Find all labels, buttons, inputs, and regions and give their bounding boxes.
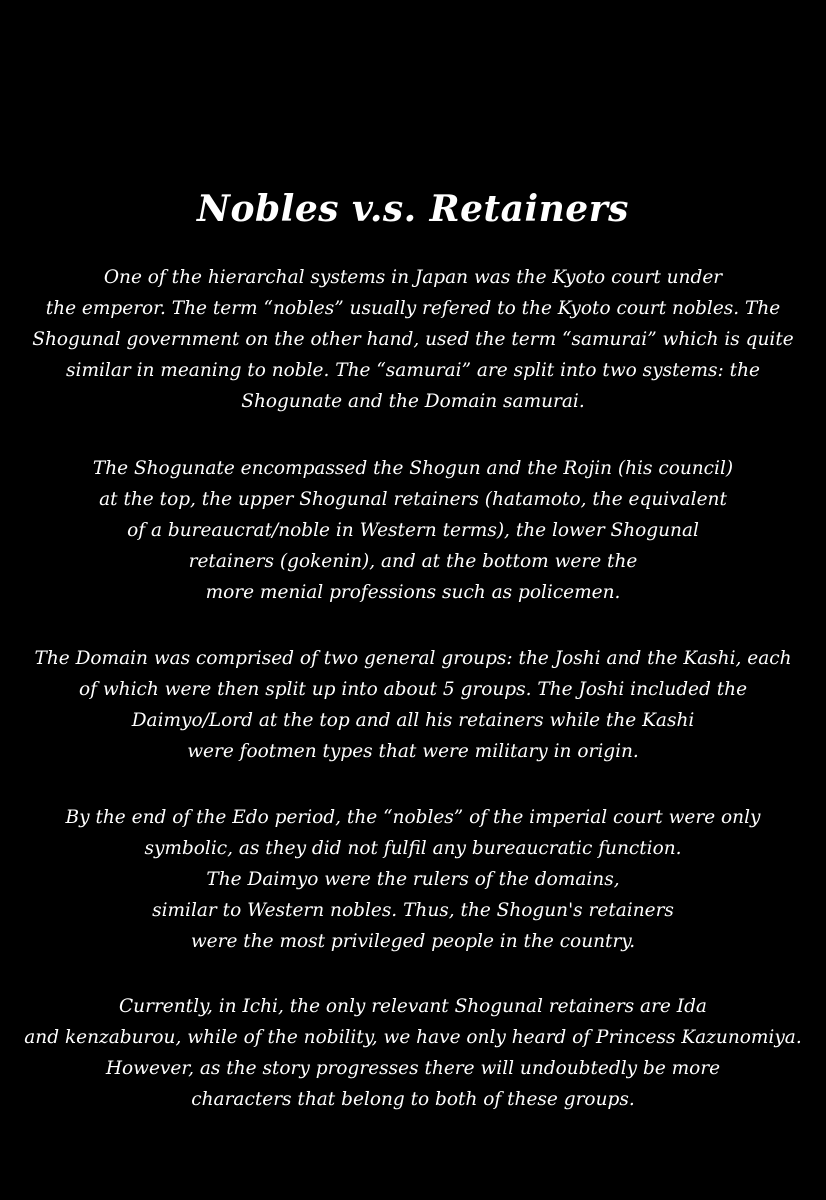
text-line: more menial professions such as policemen. bbox=[205, 582, 621, 603]
text-line: The Shogunate encompassed the Shogun and the Rojin (his council) bbox=[92, 458, 734, 479]
text-line: symbolic, as they did not fulfil any bureaucratic function. bbox=[144, 838, 682, 859]
text-line: similar to Western nobles. Thus, the Shogun's retainers bbox=[152, 900, 674, 921]
text-line: at the top, the upper Shogunal retainers (hatamoto, the equivalent bbox=[99, 489, 727, 510]
paragraph-ichi-characters bbox=[20, 991, 806, 1115]
text-line: retainers (gokenin), and at the bottom were the bbox=[188, 551, 638, 572]
text-line: characters that belong to both of these groups. bbox=[191, 1089, 635, 1110]
paragraph-domain bbox=[20, 643, 806, 767]
text-line: and kenzaburou, while of the nobility, we have only heard of Princess Kazunomiya. bbox=[24, 1027, 802, 1048]
text-line: of which were then split up into about 5 groups. The Joshi included the bbox=[78, 679, 748, 700]
text-line: of a bureaucrat/noble in Western terms), the lower Shogunal bbox=[127, 520, 699, 541]
text-line: The Domain was comprised of two general groups: the Joshi and the Kashi, each bbox=[34, 648, 792, 669]
paragraph-kyoto-court bbox=[20, 262, 806, 417]
text-line: were the most privileged people in the country. bbox=[190, 931, 636, 952]
text-line: The Daimyo were the rulers of the domains, bbox=[206, 869, 620, 890]
text-line: similar in meaning to noble. The “samurai” are split into two systems: the bbox=[66, 360, 760, 381]
text-line: One of the hierarchal systems in Japan was the Kyoto court under bbox=[103, 267, 723, 288]
text-line: were footmen types that were military in origin. bbox=[187, 741, 639, 762]
paragraph-shogunate bbox=[20, 453, 806, 608]
text-line: Shogunate and the Domain samurai. bbox=[241, 391, 585, 412]
page-title: Nobles v.s. Retainers bbox=[197, 188, 629, 230]
text-line: Daimyo/Lord at the top and all his retainers while the Kashi bbox=[131, 710, 695, 731]
paragraph-edo-period bbox=[20, 802, 806, 957]
text-line: Shogunal government on the other hand, used the term “samurai” which is quite bbox=[32, 329, 794, 350]
text-line: Currently, in Ichi, the only relevant Shogunal retainers are Ida bbox=[119, 996, 707, 1017]
text-line: However, as the story progresses there will undoubtedly be more bbox=[105, 1058, 721, 1079]
text-line: the emperor. The term “nobles” usually refered to the Kyoto court nobles. The bbox=[45, 298, 781, 319]
text-line: By the end of the Edo period, the “nobles” of the imperial court were only bbox=[65, 807, 761, 828]
